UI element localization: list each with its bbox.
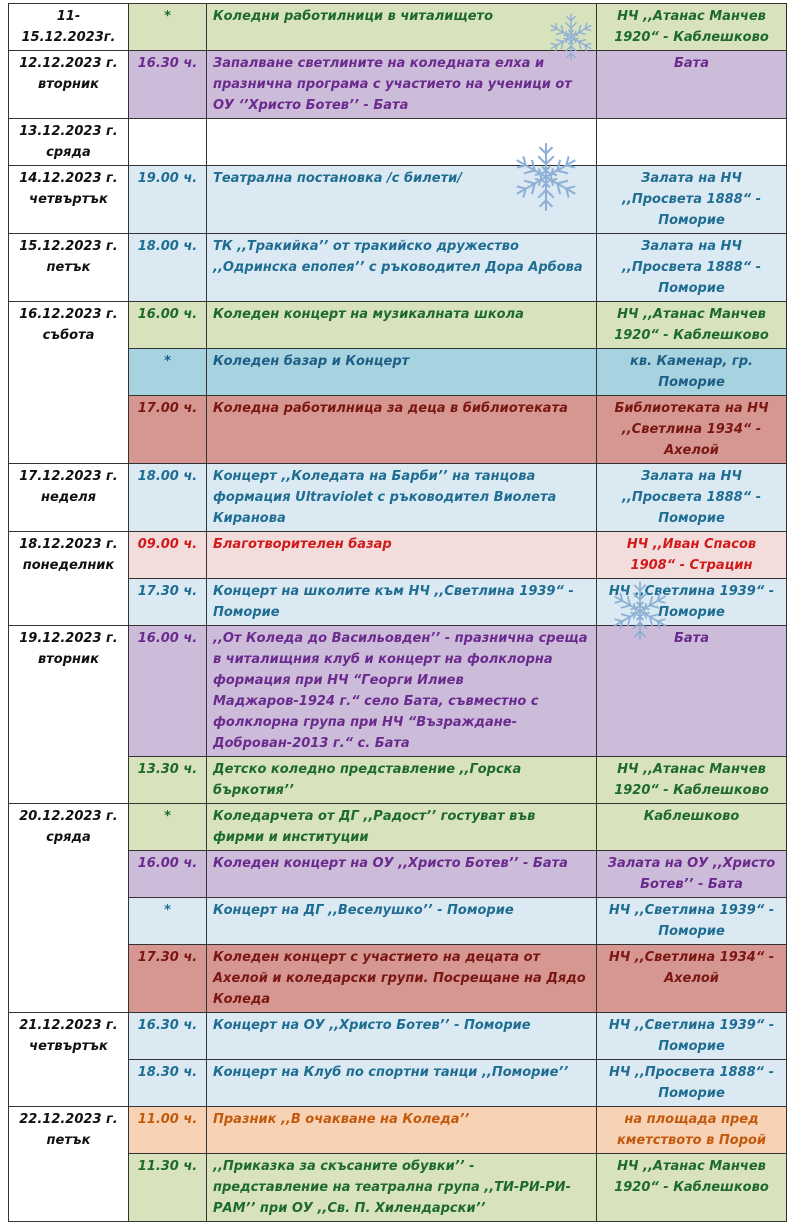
date-label: 19.12.2023 г. (19, 631, 118, 646)
time-cell: 11.00 ч. (129, 1107, 207, 1154)
venue-cell (597, 119, 787, 166)
weekday-label: събота (42, 328, 95, 343)
date-cell (9, 532, 129, 626)
event-title-cell: Театрална постановка /с билети/ (207, 166, 597, 234)
date-cell (9, 464, 129, 532)
date-label: 16.12.2023 г. (19, 307, 118, 322)
time-cell: * (129, 4, 207, 51)
venue-cell: НЧ ,,Иван Спасов 1908“ - Страцин (597, 532, 787, 579)
time-cell: 17.30 ч. (129, 579, 207, 626)
venue-cell: Залата на ОУ ,,Христо Ботев’’ - Бата (597, 851, 787, 898)
time-cell: * (129, 804, 207, 851)
event-title-cell: Коледарчета от ДГ ,,Радост’’ гостуват във фирми и институции (207, 804, 597, 851)
table-row (9, 1107, 787, 1154)
event-title-cell: Детско коледно представление ,,Горска бъркотия’’ (207, 757, 597, 804)
event-title-cell: Коледен концерт на ОУ ,,Христо Ботев’’ - Бата (207, 851, 597, 898)
date-cell (9, 4, 129, 51)
table-row (9, 804, 787, 851)
date-label: 18.12.2023 г. (19, 537, 118, 552)
venue-cell: Бата (597, 51, 787, 119)
table-row (9, 4, 787, 51)
weekday-label: вторник (38, 77, 99, 92)
time-cell (129, 119, 207, 166)
weekday-label: петък (46, 260, 91, 275)
table-row (9, 532, 787, 579)
date-cell (9, 302, 129, 464)
venue-cell: НЧ ,,Атанас Манчев 1920“ - Каблешково (597, 1154, 787, 1222)
date-label: 20.12.2023 г. (19, 809, 118, 824)
time-cell: 13.30 ч. (129, 757, 207, 804)
venue-cell: Залата на НЧ ,,Просвета 1888“ - Поморие (597, 464, 787, 532)
venue-cell: НЧ ,,Просвета 1888“ - Поморие (597, 1060, 787, 1107)
event-title-cell: Благотворителен базар (207, 532, 597, 579)
table-row (9, 302, 787, 349)
venue-cell: НЧ ,,Светлина 1934“ - Ахелой (597, 945, 787, 1013)
table-row (9, 626, 787, 757)
venue-cell: кв. Каменар, гр. Поморие (597, 349, 787, 396)
snowflake-icon-1 (544, 10, 598, 64)
venue-cell: Бата (597, 626, 787, 757)
date-label: 13.12.2023 г. (19, 124, 118, 139)
date-label: 11- 15.12.2023г. (21, 9, 116, 45)
venue-cell: Каблешково (597, 804, 787, 851)
time-cell: 16.00 ч. (129, 626, 207, 757)
venue-cell: НЧ ,,Светлина 1939“ - Поморие (597, 579, 787, 626)
time-cell: 17.30 ч. (129, 945, 207, 1013)
time-cell: 19.00 ч. (129, 166, 207, 234)
weekday-label: четвъртък (29, 192, 108, 207)
time-cell: * (129, 898, 207, 945)
table-row (9, 166, 787, 234)
event-title-cell: Концерт ,,Коледата на Барби’’ на танцова формация Ultraviolet с ръководител Виолета Киранова (207, 464, 597, 532)
date-cell (9, 234, 129, 302)
event-title-cell: Концерт на Клуб по спортни танци ,,Поморие’’ (207, 1060, 597, 1107)
event-title-cell: Коледна работилница за деца в библиотеката (207, 396, 597, 464)
time-cell: * (129, 349, 207, 396)
table-row (9, 51, 787, 119)
date-cell (9, 1107, 129, 1222)
weekday-label: сряда (46, 830, 91, 845)
weekday-label: четвъртък (29, 1039, 108, 1054)
venue-cell: Залата на НЧ ,,Просвета 1888“ - Поморие (597, 166, 787, 234)
event-title-cell: Концерт на школите към НЧ ,,Светлина 1939“ - Поморие (207, 579, 597, 626)
table-row (9, 234, 787, 302)
time-cell: 16.30 ч. (129, 1013, 207, 1060)
event-title-cell: Концерт на ДГ ,,Веселушко’’ - Поморие (207, 898, 597, 945)
table-row (9, 119, 787, 166)
time-cell: 17.00 ч. (129, 396, 207, 464)
date-cell (9, 1013, 129, 1107)
date-label: 21.12.2023 г. (19, 1018, 118, 1033)
event-title-cell: Коледни работилници в читалището (207, 4, 597, 51)
table-row (9, 464, 787, 532)
time-cell: 16.00 ч. (129, 302, 207, 349)
date-label: 15.12.2023 г. (19, 239, 118, 254)
date-cell (9, 804, 129, 1013)
event-title-cell: Коледен базар и Концерт (207, 349, 597, 396)
date-label: 17.12.2023 г. (19, 469, 118, 484)
venue-cell: Залата на НЧ ,,Просвета 1888“ - Поморие (597, 234, 787, 302)
venue-cell: НЧ ,,Атанас Манчев 1920“ - Каблешково (597, 757, 787, 804)
time-cell: 16.30 ч. (129, 51, 207, 119)
time-cell: 18.00 ч. (129, 234, 207, 302)
event-title-cell: ,,Приказка за скъсаните обувки’’ - представление на театрална група ,,ТИ-РИ-РИ-РАМ’’ при ОУ ,,Св. П. Хилендарски’’ (207, 1154, 597, 1222)
event-title-cell: Концерт на ОУ ,,Христо Ботев’’ - Поморие (207, 1013, 597, 1060)
venue-cell: НЧ ,,Светлина 1939“ - Поморие (597, 1013, 787, 1060)
time-cell: 09.00 ч. (129, 532, 207, 579)
time-cell: 11.30 ч. (129, 1154, 207, 1222)
venue-cell: НЧ ,,Атанас Манчев 1920“ - Каблешково (597, 4, 787, 51)
venue-cell: Библиотеката на НЧ ,,Светлина 1934“ - Ахелой (597, 396, 787, 464)
weekday-label: понеделник (22, 558, 115, 573)
time-cell: 16.00 ч. (129, 851, 207, 898)
time-cell: 18.30 ч. (129, 1060, 207, 1107)
weekday-label: петък (46, 1133, 91, 1148)
date-label: 22.12.2023 г. (19, 1112, 118, 1127)
event-title-cell: Коледен концерт на музикалната школа (207, 302, 597, 349)
snowflake-icon-3 (606, 577, 674, 645)
date-cell (9, 51, 129, 119)
snowflake-icon-2 (507, 138, 585, 216)
weekday-label: сряда (46, 145, 91, 160)
date-cell (9, 119, 129, 166)
date-cell (9, 166, 129, 234)
venue-cell: НЧ ,,Атанас Манчев 1920“ - Каблешково (597, 302, 787, 349)
weekday-label: вторник (38, 652, 99, 667)
event-title-cell: Празник ,,В очакване на Коледа’’ (207, 1107, 597, 1154)
table-row (9, 1013, 787, 1060)
date-cell (9, 626, 129, 804)
event-title-cell: Запалване светлините на коледната елха и празнична програма с участието на ученици от ОУ ‘’Христо Ботев’’ - Бата (207, 51, 597, 119)
time-cell: 18.00 ч. (129, 464, 207, 532)
date-label: 12.12.2023 г. (19, 56, 118, 71)
event-title-cell: ,,От Коледа до Васильовден’’ - празнична среща в читалищния клуб и концерт на фолклорна формация при НЧ “Георги Илиев Маджаров-1924 г.“ село Бата, съвместно с фолклорна група при НЧ “Възраждане-Доброван-2013 г.“ с. Бата (207, 626, 597, 757)
venue-cell: на площада пред кметството в Порой (597, 1107, 787, 1154)
weekday-label: неделя (41, 490, 96, 505)
event-title-cell: ТК ,,Тракийка’’ от тракийско дружество ,,Одринска епопея’’ с ръководител Дора Арбова (207, 234, 597, 302)
date-label: 14.12.2023 г. (19, 171, 118, 186)
event-title-cell: Коледен концерт с участието на децата от Ахелой и коледарски групи. Посрещане на Дядо Коледа (207, 945, 597, 1013)
venue-cell: НЧ ,,Светлина 1939“ - Поморие (597, 898, 787, 945)
